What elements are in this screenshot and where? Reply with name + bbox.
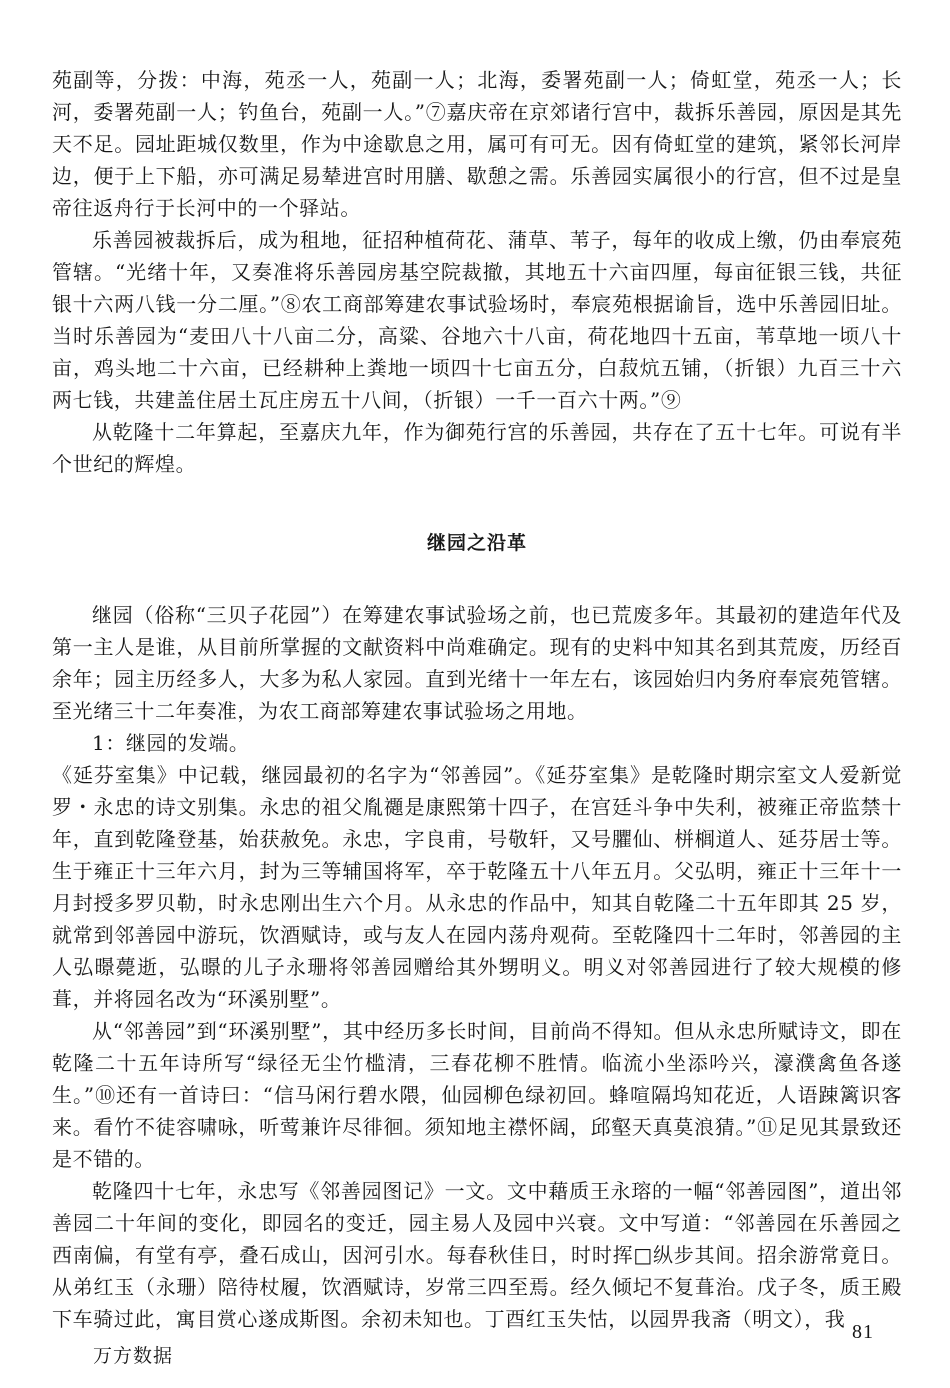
paragraph: 继园（俗称“三贝子花园”）在筹建农事试验场之前，也已荒废多年。其最初的建造年代及第一主人是谁，从目前所掌握的文献资料中尚难确定。现有的史料中知其名到其荒废，历经百余年；园主历经多人，大多为私人家园。直到光绪十一年左右，该园始归内务府奉宸苑管辖。至光绪三十二年奏准，为农工商部筹建农事试验场之用地。 [52, 603, 902, 723]
article-body [52, 64, 902, 1335]
footer-watermark: 万方数据 [93, 1345, 174, 1367]
paragraph: 从“邻善园”到“环溪别墅”，其中经历多长时间，目前尚不得知。但从永忠所赋诗文，即在乾隆二十五年诗所写“绿径无尘竹槛清，三春花柳不胜情。临流小坐添吟兴，濠濮禽鱼各遂生。”⑩还有一首诗曰：“信马闲行碧水隈，仙园柳色绿初回。蜂喧隔坞知花近，人语踈篱识客来。看竹不徒容啸咏，听莺兼许尽徘徊。须知地主襟怀阔，邱壑天真莫浪猜。”⑪足见其景致还是不错的。 [52, 1019, 902, 1171]
paragraph: 从乾隆十二年算起，至嘉庆九年，作为御苑行宫的乐善园，共存在了五十七年。可说有半个世纪的辉煌。 [52, 420, 902, 476]
paragraph: 《延芬室集》中记载，继园最初的名字为“邻善园”。《延芬室集》是乾隆时期宗室文人爱新觉罗・永忠的诗文别集。永忠的祖父胤禵是康熙第十四子，在宫廷斗争中失利，被雍正帝监禁十年，直到乾隆登基，始获赦免。永忠，字良甫，号敬轩，又号臞仙、栟榈道人、延芬居士等。生于雍正十三年六月，封为三等辅国将军，卒于乾隆五十八年五月。父弘明，雍正十三年十一月封授多罗贝勒，时永忠刚出生六个月。从永忠的作品中，知其自乾隆二十五年即其 25 岁，就常到邻善园中游玩，饮酒赋诗，或与友人在园内荡舟观荷。至乾隆四十二年时，邻善园的主人弘暻薨逝，弘暻的儿子永珊将邻善园赠给其外甥明义。明义对邻善园进行了较大规模的修葺，并将园名改为“环溪别墅”。 [52, 763, 902, 1011]
subsection-label: 1：继园的发端。 [92, 731, 250, 755]
paragraph: 乾隆四十七年，永忠写《邻善园图记》一文。文中藉质王永瑢的一幅“邻善园图”，道出邻善园二十年间的变化，即园名的变迁，园主易人及园中兴衰。文中写道：“邻善园在乐善园之西南偏，有堂有亭，叠石成山，因河引水。每春秋佳日，时时挥□纵步其间。招余游常竟日。从弟红玉（永珊）陪待杖履，饮酒赋诗，岁常三四至焉。经久倾圮不复葺治。戊子冬，质王殿下车骑过此，寓目赏心遂成斯图。余初未知也。丁酉红玉失怙，以园畀我斋（明文），我 [52, 1179, 902, 1331]
page-number: 81 [852, 1321, 874, 1343]
paragraph: 乐善园被裁拆后，成为租地，征招种植荷花、蒲草、苇子，每年的收成上缴，仍由奉宸苑管辖。“光绪十年，又奏准将乐善园房基空院裁撤，其地五十六亩四厘，每亩征银三钱，共征银十六两八钱一分二厘。”⑧农工商部筹建农事试验场时，奉宸苑根据谕旨，选中乐善园旧址。当时乐善园为“麦田八十八亩二分，高粱、谷地六十八亩，荷花地四十五亩，苇草地一顷八十亩，鸡头地二十六亩，已经耕种上粪地一顷四十七亩五分，白菽炕五铺，（折银）九百三十六两七钱，共建盖住居土瓦庄房五十八间，（折银）一千一百六十两。”⑨ [52, 228, 902, 412]
paragraph-continuation: 苑副等，分拨：中海，苑丞一人，苑副一人；北海，委署苑副一人；倚虹堂，苑丞一人；长河，委署苑副一人；钓鱼台，苑副一人。”⑦嘉庆帝在京郊诸行宫中，裁拆乐善园，原因是其先天不足。园址距城仅数里，作为中途歇息之用，属可有可无。因有倚虹堂的建筑，紧邻长河岸边，便于上下船，亦可满足易辇进宫时用膳、歇憩之需。乐善园实属很小的行宫，但不过是皇帝往返舟行于长河中的一个驿站。 [52, 68, 902, 220]
section-heading: 继园之沿革 [426, 532, 527, 554]
